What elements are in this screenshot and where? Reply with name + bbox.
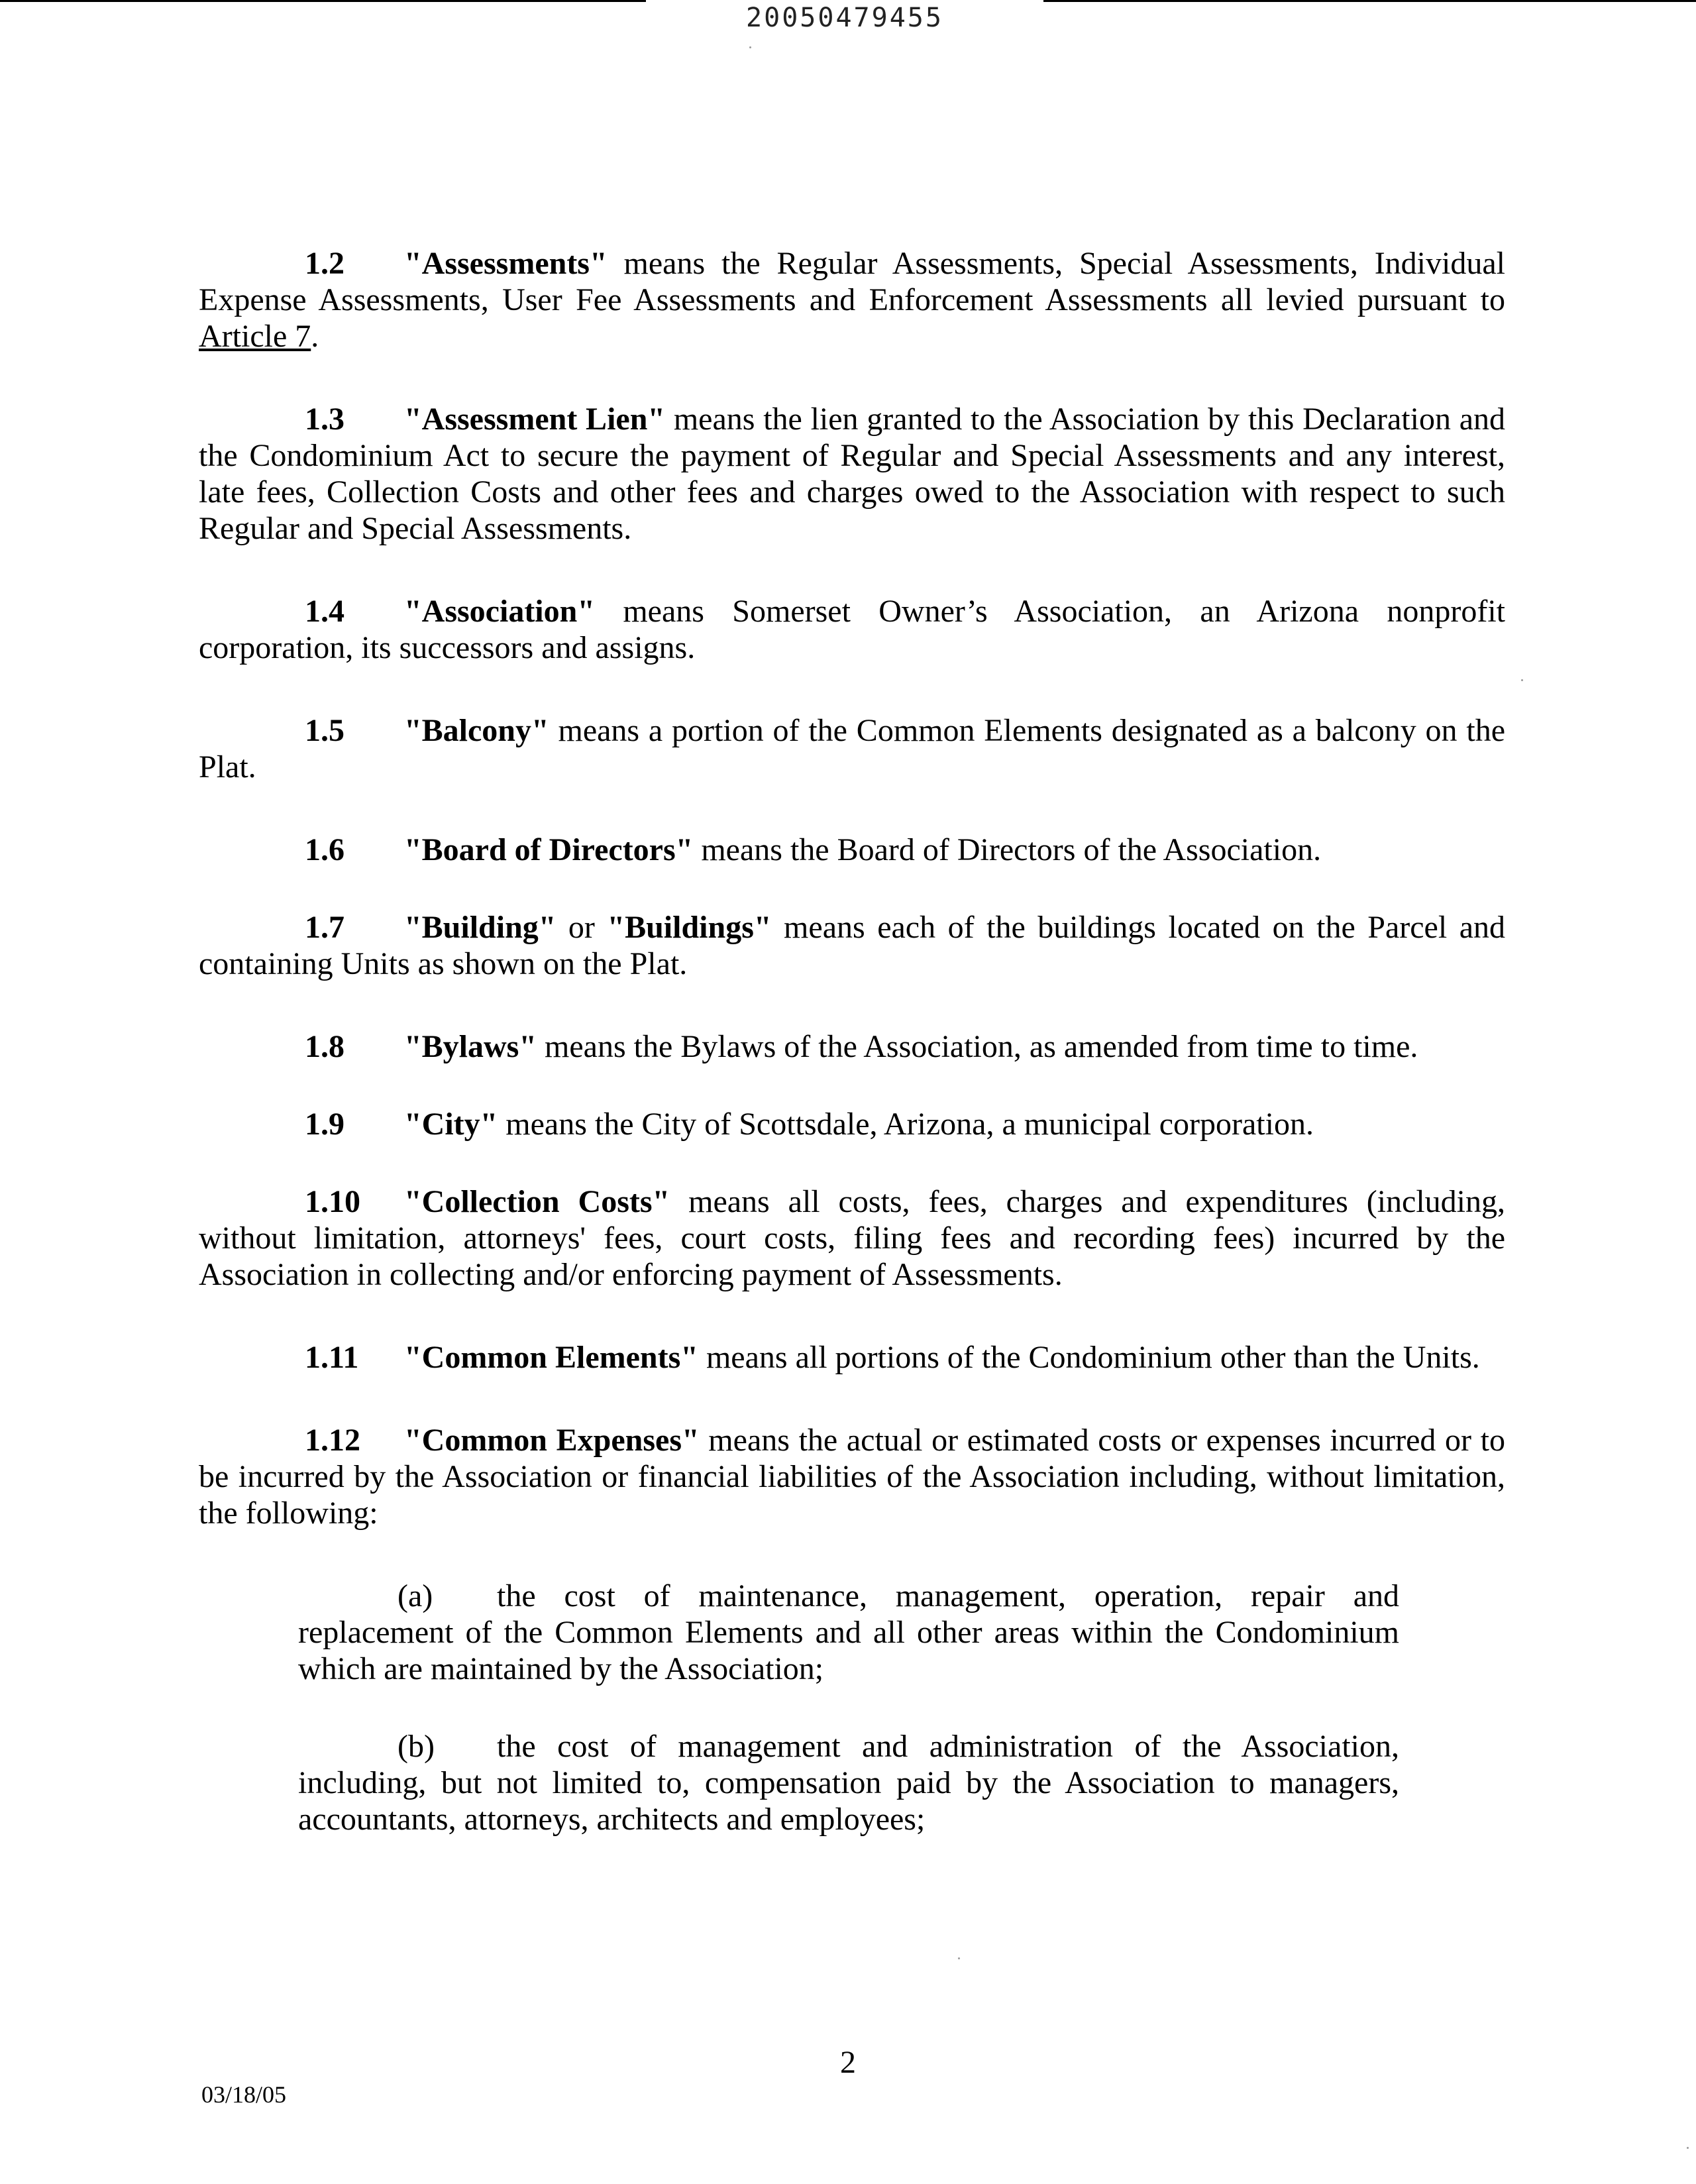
article-reference: Article 7 xyxy=(199,319,311,354)
defined-term: "Common Elements" xyxy=(404,1340,698,1375)
defined-term: "Assessment Lien" xyxy=(404,402,666,437)
section-number: 1.10 xyxy=(305,1184,360,1219)
section-number: 1.12 xyxy=(305,1423,360,1458)
page-number: 2 xyxy=(840,2045,856,2080)
definition-connector: or xyxy=(556,910,608,945)
defined-term: "Board of Directors" xyxy=(404,832,694,867)
definition-text: means all portions of the Condominium other than the Units. xyxy=(698,1340,1480,1375)
scan-speck xyxy=(1687,2147,1689,2149)
defined-term: "Common Expenses" xyxy=(404,1423,700,1458)
section-1-11 xyxy=(199,1339,1505,1376)
defined-term: "Building" xyxy=(404,910,556,945)
section-number: 1.6 xyxy=(305,832,344,867)
section-number: 1.5 xyxy=(305,713,344,748)
scan-speck xyxy=(749,46,751,48)
section-1-5 xyxy=(199,712,1505,785)
scan-speck xyxy=(1521,679,1523,681)
subitem-label: (b) xyxy=(398,1729,435,1764)
defined-term: "Assessments" xyxy=(404,246,608,281)
definition-text: means a portion of the Common Elements designated as a balcony on the Plat. xyxy=(199,713,1505,785)
defined-term: "Balcony" xyxy=(404,713,549,748)
subitem-b xyxy=(298,1728,1399,1837)
section-number: 1.7 xyxy=(305,910,344,945)
definition-text: means the Board of Directors of the Association. xyxy=(693,832,1322,867)
defined-term: "Association" xyxy=(404,594,595,629)
section-number: 1.9 xyxy=(305,1107,344,1142)
section-1-4 xyxy=(199,593,1505,666)
defined-term-plural: "Buildings" xyxy=(607,910,772,945)
subitem-a xyxy=(298,1578,1399,1687)
section-1-6 xyxy=(199,832,1505,868)
section-number: 1.3 xyxy=(305,402,344,437)
section-1-2 xyxy=(199,245,1505,355)
section-1-3 xyxy=(199,401,1505,547)
definition-text: means each of the buildings located on the Parcel and containing Units as shown on the Plat. xyxy=(199,910,1506,981)
section-number: 1.8 xyxy=(305,1029,344,1064)
definition-text: means all costs, fees, charges and expenditures (including, without limitation, attorneys' fees, court costs, filing fees and recording fees) incurred by the Association in collecting and/or enforcing payment of Assessments. xyxy=(199,1184,1505,1292)
document-body xyxy=(199,245,1505,1879)
definition-text: means the actual or estimated costs or expenses incurred or to be incurred by the Association or financial liabilities of the Association including, without limitation, the following: xyxy=(199,1423,1506,1531)
definition-text: means the City of Scottsdale, Arizona, a municipal corporation. xyxy=(498,1107,1314,1142)
definition-tail: . xyxy=(311,319,319,354)
defined-term: "City" xyxy=(404,1107,498,1142)
definition-text: means the Bylaws of the Association, as amended from time to time. xyxy=(537,1029,1418,1064)
defined-term: "Bylaws" xyxy=(404,1029,537,1064)
subitem-label: (a) xyxy=(398,1578,433,1613)
definition-text: means the Regular Assessments, Special Assessments, Individual Expense Assessments, User Fee Assessments and Enforcement Assessments all levied pursuant to xyxy=(199,246,1505,317)
definition-text: means the lien granted to the Association by this Declaration and the Condominium Act to secure the payment of Regular and Special Assessments and any interest, late fees, Collection Costs and other fees and charges owed to the Association with respect to such Regular and Special Assessments. xyxy=(199,402,1505,546)
scan-speck xyxy=(958,1957,960,1959)
section-1-10 xyxy=(199,1183,1505,1293)
header-rule-right xyxy=(1043,0,1696,2)
subitem-text: the cost of maintenance, management, operation, repair and replacement of the Common Elements and all other areas within the Condominium which are maintained by the Association; xyxy=(298,1578,1399,1686)
document-number: 20050479455 xyxy=(746,3,943,33)
section-1-12 xyxy=(199,1422,1505,1531)
section-1-9 xyxy=(199,1106,1505,1142)
defined-term: "Collection Costs" xyxy=(404,1184,670,1219)
definition-text: means Somerset Owner’s Association, an Arizona nonprofit corporation, its successors and assigns. xyxy=(199,594,1505,665)
subitem-text: the cost of management and administration of the Association, including, but not limited to, compensation paid by the Association to managers, accountants, attorneys, architects and employees; xyxy=(298,1729,1399,1837)
header-rule-left xyxy=(0,0,646,2)
section-1-7 xyxy=(199,909,1505,982)
section-1-8 xyxy=(199,1028,1505,1065)
section-number: 1.4 xyxy=(305,594,344,629)
section-number: 1.11 xyxy=(305,1340,359,1375)
footer-date: 03/18/05 xyxy=(201,2081,287,2108)
section-number: 1.2 xyxy=(305,246,344,281)
